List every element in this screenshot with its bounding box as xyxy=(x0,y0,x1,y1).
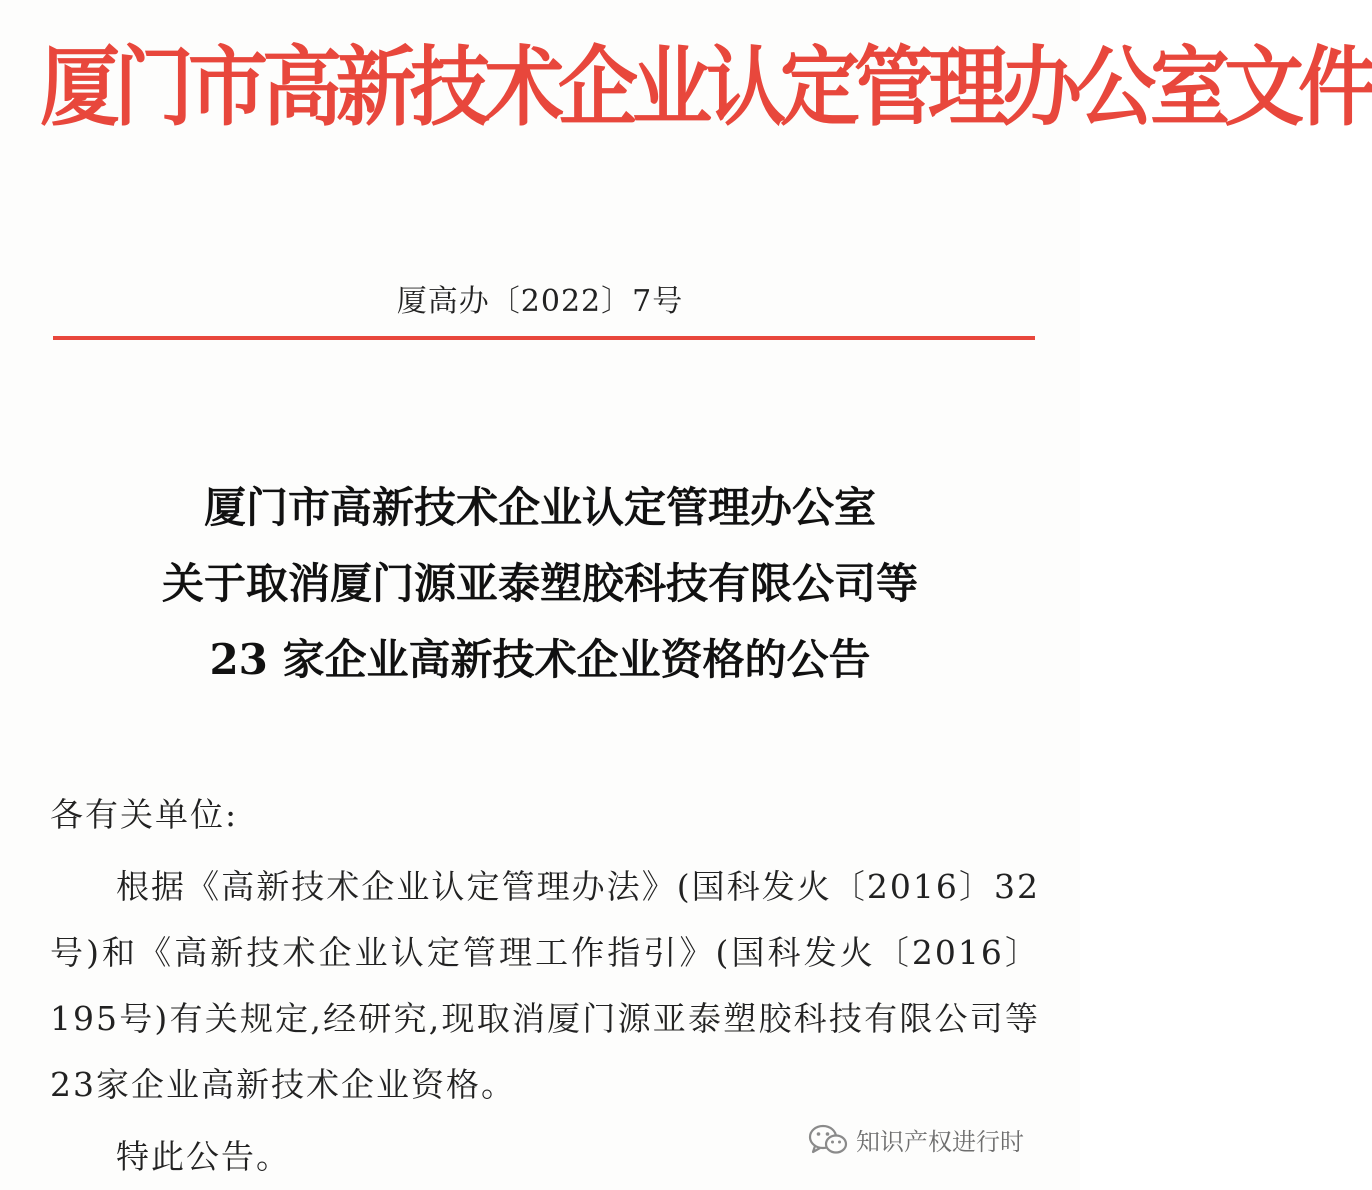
title-line-1: 厦门市高新技术企业认定管理办公室 xyxy=(203,483,876,532)
closing-line: 特此公告。 xyxy=(116,1137,291,1176)
salutation: 各有关单位: xyxy=(50,795,239,834)
source-watermark xyxy=(808,1122,1024,1157)
main-paragraph: 根据《高新技术企业认定管理办法》(国科发火〔2016〕32号)和《高新技术企业认定管理工作指引》(国科发火〔2016〕195号)有关规定,经研究,现取消厦门源亚泰塑胶科技有限公司等23家企业高新技术企业资格。 xyxy=(50,867,1040,1104)
announcement-title xyxy=(40,470,1040,698)
title-line-3: 23 家企业高新技术企业资格的公告 xyxy=(209,635,871,684)
wechat-icon xyxy=(808,1123,848,1157)
document-number: 厦高办〔2022〕7号 xyxy=(396,284,684,319)
red-divider-line xyxy=(53,336,1035,340)
title-line-2: 关于取消厦门源亚泰塑胶科技有限公司等 xyxy=(161,559,918,608)
masthead-title: 厦门市高新技术企业认定管理办公室文件 xyxy=(40,37,1372,138)
watermark-text: 知识产权进行时 xyxy=(856,1128,1024,1156)
